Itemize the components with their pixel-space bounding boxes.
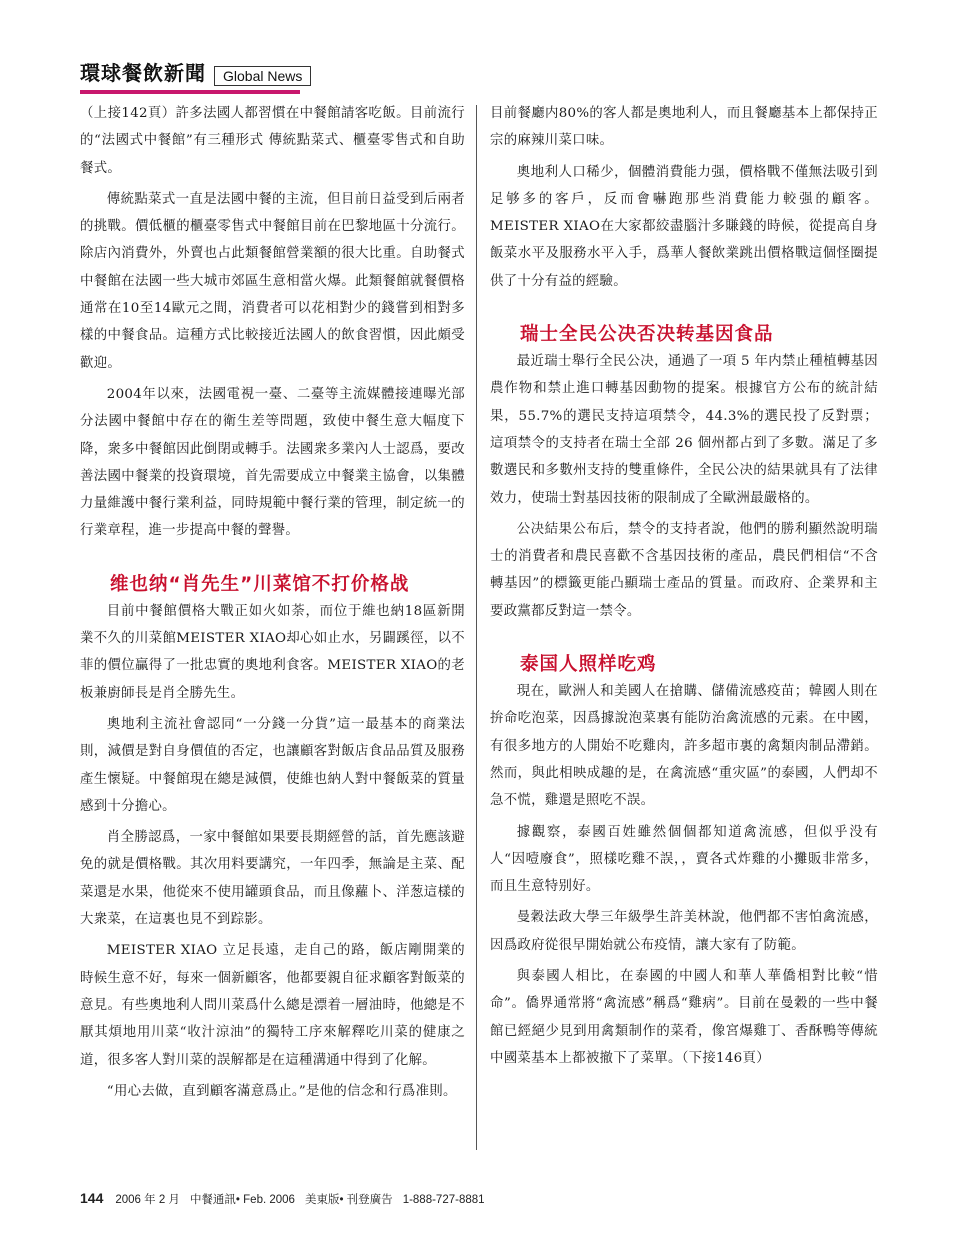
paragraph: “用心去做，直到顧客滿意爲止。”是他的信念和行爲准則。 xyxy=(106,1083,457,1099)
paragraph: （上接142頁）許多法國人都習慣在中餐館請客吃飯。目前流行的“法國式中餐館”有三種形式 傳統點菜式、櫃臺零售式和自助餐式。 xyxy=(80,106,465,176)
paragraph: 公决結果公布后，禁令的支持者說，他們的勝利顯然說明瑞士的消費者和農民喜歡不含基因技術的產品，農民們相信“不含轉基因”的標籤更能凸顯瑞士產品的質量。而政府、企業界和主要政黨都反對這一禁令。 xyxy=(490,521,878,619)
footer-edition: 美東版• 刊登廣告 xyxy=(304,1194,393,1206)
section-title: 環球餐飲新聞 xyxy=(80,61,206,85)
article-headline: 维也纳“肖先生”川菜馆不打价格战 xyxy=(110,573,410,595)
paragraph: 最近瑞士舉行全民公决，通過了一項 5 年内禁止種植轉基因農作物和禁止進口轉基因動物的提案。根據官方公布的統計結果，55.7%的選民支持這項禁令，44.3%的選民投了反對票；這項禁令的支持者在瑞士全部 26 個州都占到了多數。滿足了多數選民和多數州支持的雙重條件，全民公决的結果就具有了法律效力，使瑞士對基因技術的限制成了全歐洲最嚴格的。 xyxy=(490,354,878,506)
paragraph: 奧地利人口稀少，個體消費能力强，價格戰不僅無法吸引到足够多的客戶，反而會嚇跑那些消費能力較强的顧客。MEISTER XIAO在大家都絞盡腦汁多賺錢的時候，從提高自身飯菜水平及服務水平入手，爲華人餐飲業跳出價格戰這個怪圈提供了十分有益的經驗。 xyxy=(490,164,878,289)
paragraph: 目前餐廳内80%的客人都是奧地利人，而且餐廳基本上都保持正宗的麻辣川菜口味。 xyxy=(490,106,878,149)
paragraph: 與泰國人相比，在泰國的中國人和華人華僑相對比較“惜命”。僑界通常將“禽流感”稱爲“雞病”。目前在曼穀的一些中餐館已經絕少見到用禽類制作的菜肴，像宮爆雞丁、香酥鴨等傳統中國菜基本上都被撤下了菜單。（下接146頁） xyxy=(490,969,878,1066)
left-column xyxy=(80,100,465,1109)
article-headline: 瑞士全民公决否决转基因食品 xyxy=(520,324,774,346)
page-footer xyxy=(80,1190,495,1207)
footer-date: 2006 年 2 月 xyxy=(115,1194,180,1206)
paragraph: 據觀察，泰國百姓雖然個個都知道禽流感，但似乎没有人“因噎廢食”，照樣吃雞不誤，，賣各式炸雞的小攤販非常多，而且生意特别好。 xyxy=(490,824,878,895)
paragraph: 曼穀法政大學三年級學生許美林說，他們都不害怕禽流感，因爲政府從很早開始就公布疫情，讓大家有了防範。 xyxy=(490,910,878,953)
footer-publication: 中餐通訊• Feb. 2006 xyxy=(189,1194,295,1206)
paragraph: 現在，歐洲人和美國人在搶購、儲備流感疫苗；韓國人則在拚命吃泡菜，因爲據說泡菜裏有能防治禽流感的元素。在中國，有很多地方的人開始不吃雞肉，許多超市裏的禽類肉制品滯銷。然而，與此相映成趣的是，在禽流感“重灾區”的泰國，人們却不急不慌，雞還是照吃不誤。 xyxy=(490,684,878,809)
paragraph: 2004年以來，法國電視一臺、二臺等主流媒體接連曝光部分法國中餐館中存在的衛生差等問題，致使中餐生意大幅度下降，衆多中餐館因此倒閉或轉手。法國衆多業內人士認爲，要改善法國中餐業的投資環境，首先需要成立中餐業主協會，以集體力量維護中餐行業利益，同時規範中餐行業的管理，制定統一的行業章程，進一步提高中餐的聲譽。 xyxy=(80,386,465,539)
header-accent-rule xyxy=(80,90,300,94)
article-headline: 泰国人照样吃鸡 xyxy=(520,654,657,676)
page-number: 144 xyxy=(80,1190,104,1206)
paragraph: 目前中餐館價格大戰正如火如荼，而位于維也納18區新開業不久的川菜館MEISTER XIAO却心如止水，另闢蹊徑，以不菲的價位贏得了一批忠實的奧地利食客。MEISTER XIAO的老板兼廚師長是肖全勝先生。 xyxy=(80,603,465,701)
paragraph: MEISTER XIAO 立足長遠，走自己的路，飯店剛開業的時候生意不好，每來一個新顧客，他都要親自征求顧客對飯菜的意見。有些奧地利人問川菜爲什么總是漂着一層油時，他總是不厭其煩地用川菜“收汁涼油”的獨特工序來解釋吃川菜的健康之道，很多客人對川菜的誤解都是在這種溝通中得到了化解。 xyxy=(80,943,465,1068)
paragraph: 奧地利主流社會認同“一分錢一分貨”這一最基本的商業法則，減價是對自身價值的否定，也讓顧客對飯店食品品質及服務產生懷疑。中餐館現在總是減價，使維也納人對中餐飯菜的質量感到十分擔心。 xyxy=(80,716,465,814)
page-header xyxy=(80,62,311,86)
column-divider xyxy=(476,105,477,1150)
paragraph: 傳統點菜式一直是法國中餐的主流，但目前日益受到后兩者的挑戰。價低櫃的櫃臺零售式中餐館目前在巴黎地區十分流行。除店內消費外，外賣也占此類餐館營業額的很大比重。自助餐式中餐館在法國一些大城市郊區生意相當火爆。此類餐館就餐價格通常在10至14歐元之間，消費者可以花相對少的錢嘗到相對多樣的中餐食品。這種方式比較接近法國人的飲食習慣，因此頗受歡迎。 xyxy=(80,191,465,371)
right-column xyxy=(490,100,878,1076)
section-title-en: Global News xyxy=(214,66,311,86)
footer-phone: 1-888-727-8881 xyxy=(402,1194,485,1206)
paragraph: 肖全勝認爲，一家中餐館如果要長期經營的話，首先應該避免的就是價格戰。其次用料要講究，一年四季，無論是主菜、配菜還是水果，他從來不使用罐頭食品，而且像蘿卜、洋葱這樣的大衆菜，在這裏也見不到踪影。 xyxy=(80,830,465,928)
